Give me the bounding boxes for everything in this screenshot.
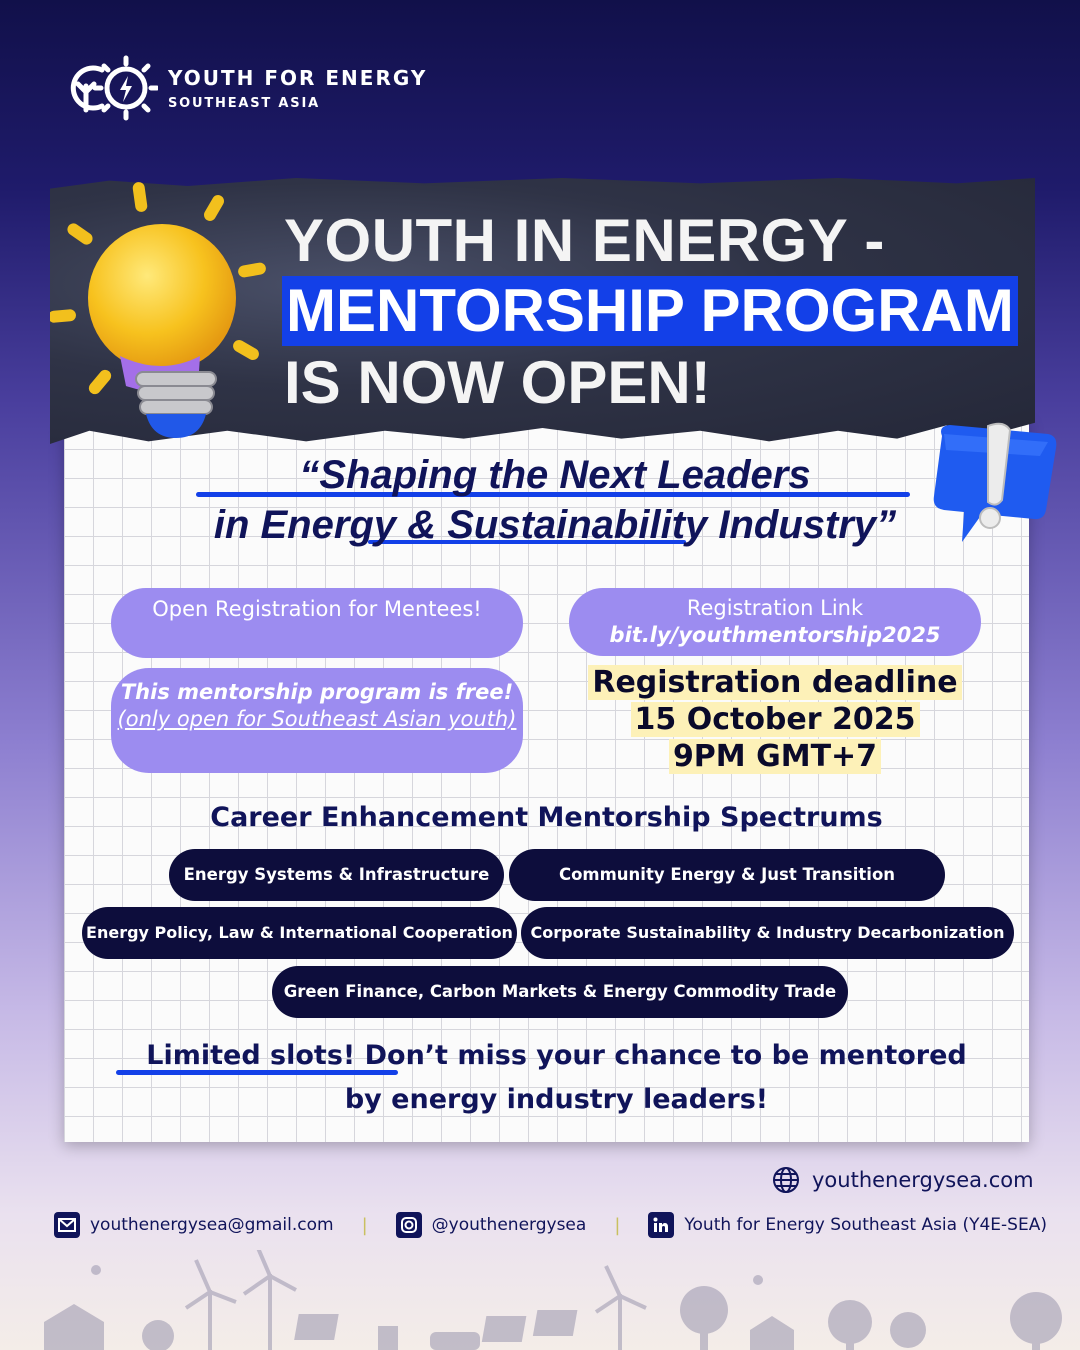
brand-mark-icon <box>62 52 158 124</box>
contact-row <box>54 1212 1054 1238</box>
registration-link-url[interactable]: bit.ly/youthmentorship2025 <box>609 623 941 647</box>
separator: | <box>361 1214 368 1236</box>
spectrum-chip: Energy Systems & Infrastructure <box>169 849 504 901</box>
instagram-text[interactable]: @youthenergysea <box>431 1215 587 1235</box>
energy-skyline-illustration <box>0 1250 1080 1350</box>
headline-line3: IS NOW OPEN! <box>284 349 711 416</box>
linkedin-text[interactable]: Youth for Energy Southeast Asia (Y4E-SEA) <box>684 1215 1047 1235</box>
spectrum-chip: Green Finance, Carbon Markets & Energy Commodity Trade <box>272 966 848 1018</box>
separator: | <box>614 1214 621 1236</box>
globe-icon <box>772 1166 800 1194</box>
tagline-line2: in Energy & Sustainability Industry” <box>213 503 897 547</box>
instagram-contact[interactable] <box>396 1212 587 1238</box>
headline <box>284 206 1018 420</box>
free-program-pill <box>111 668 523 773</box>
spectrum-chip: Energy Policy, Law & International Cooperation <box>82 907 517 959</box>
deadline-time: 9PM GMT+7 <box>669 739 881 774</box>
open-registration-pill: Open Registration for Mentees! <box>111 588 523 658</box>
spectrums-title: Career Enhancement Mentorship Spectrums <box>210 802 883 833</box>
headline-line1: YOUTH IN ENERGY - <box>284 207 885 274</box>
eligibility-note: (only open for Southeast Asian youth) <box>117 707 517 731</box>
deadline-date: 15 October 2025 <box>631 702 920 737</box>
tagline-line1: “Shaping the Next Leaders <box>299 453 811 497</box>
registration-link-label: Registration Link <box>686 596 864 620</box>
call-to-action <box>64 1034 1049 1122</box>
email-text[interactable]: youthenergysea@gmail.com <box>90 1215 334 1235</box>
tagline <box>130 450 980 550</box>
headline-line2: MENTORSHIP PROGRAM <box>282 276 1018 346</box>
light-bulb-icon <box>50 176 280 446</box>
mail-icon <box>54 1212 80 1238</box>
registration-link-pill[interactable] <box>569 588 981 656</box>
deadline-title: Registration deadline <box>588 665 961 700</box>
spectrum-chip: Community Energy & Just Transition <box>509 849 945 901</box>
website-link[interactable] <box>772 1166 1034 1194</box>
linkedin-contact[interactable] <box>648 1212 1047 1238</box>
cta-line2: by energy industry leaders! <box>344 1084 769 1115</box>
cta-line1: Limited slots! Don’t miss your chance to be mentored <box>146 1040 967 1071</box>
instagram-icon <box>396 1212 422 1238</box>
registration-deadline <box>569 664 981 775</box>
email-contact[interactable] <box>54 1212 334 1238</box>
brand-subtitle: SOUTHEAST ASIA <box>168 95 320 111</box>
website-text[interactable]: youthenergysea.com <box>812 1168 1034 1192</box>
spectrum-chip: Corporate Sustainability & Industry Decarbonization <box>521 907 1014 959</box>
linkedin-icon <box>648 1212 674 1238</box>
free-program-text: This mentorship program is free! <box>120 680 514 704</box>
brand-title: YOUTH FOR ENERGY <box>168 65 428 90</box>
brand-logo <box>62 52 427 124</box>
